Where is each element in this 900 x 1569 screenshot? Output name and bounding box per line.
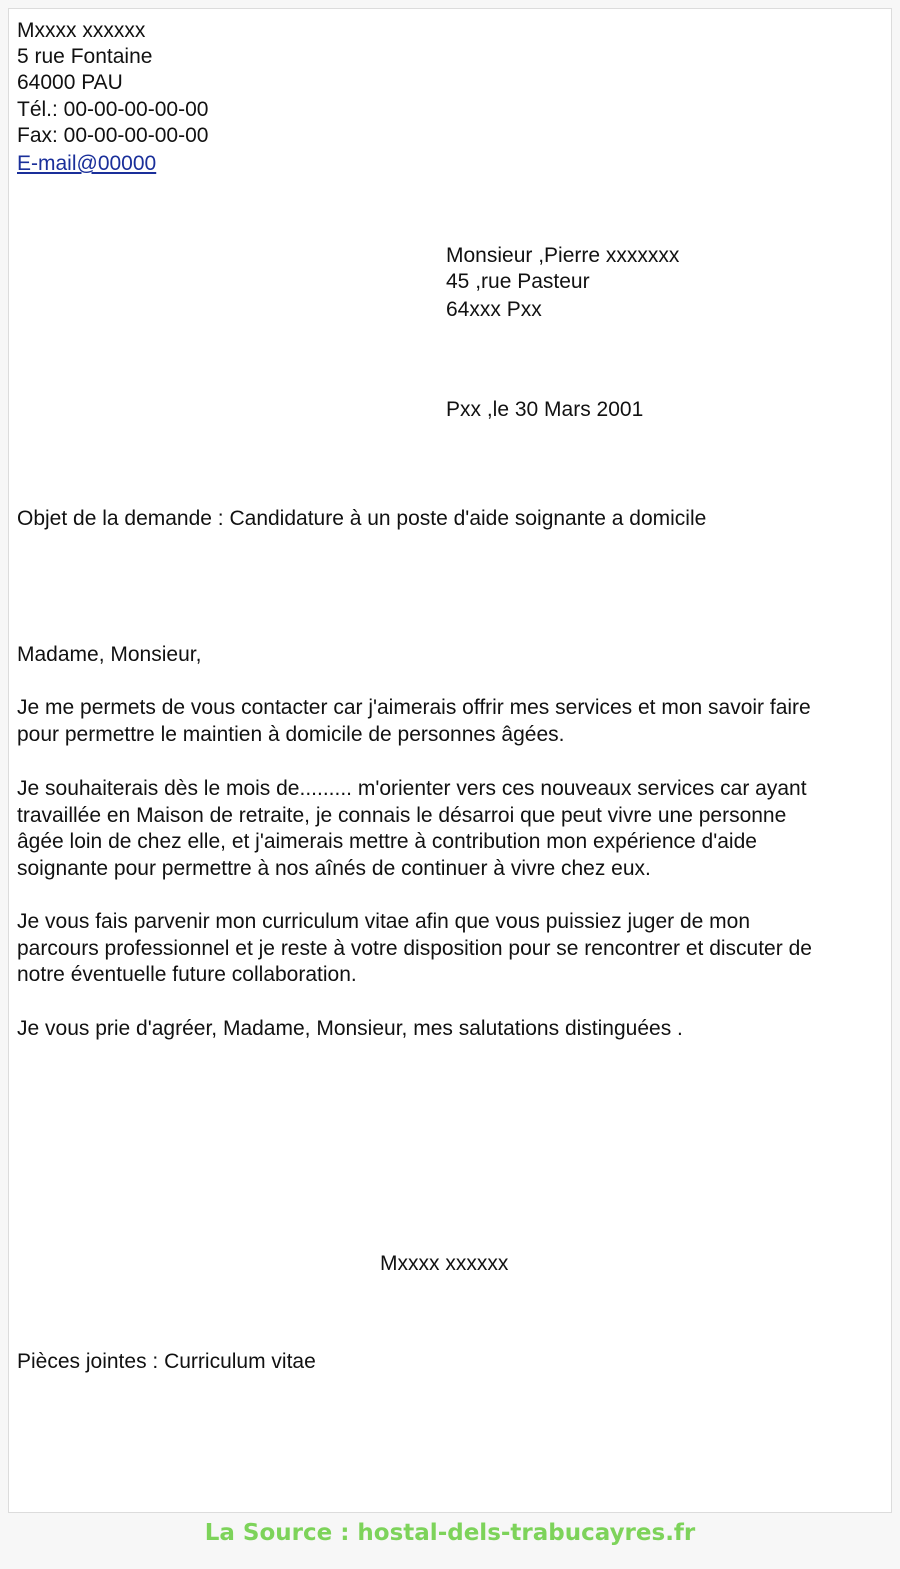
paragraph-line: travaillée en Maison de retraite, je connais le désarroi que peut vivre une personne (17, 803, 787, 827)
recipient-name: Monsieur ,Pierre xxxxxxx (446, 244, 680, 267)
body-paragraph-2 (17, 776, 897, 882)
subject-line: Objet de la demande : Candidature à un poste d'aide soignante a domicile (17, 507, 707, 530)
sender-name: Mxxxx xxxxxx (17, 19, 146, 42)
body-paragraph-1 (17, 695, 897, 748)
paragraph-line: Je vous fais parvenir mon curriculum vitae afin que vous puissiez juger de mon (17, 910, 751, 933)
date-line: Pxx ,le 30 Mars 2001 (446, 398, 644, 421)
recipient-street: 45 ,rue Pasteur (446, 270, 590, 293)
source-caption: La Source : hostal-dels-trabucayres.fr (204, 1520, 696, 1546)
closing-formula: Je vous prie d'agréer, Madame, Monsieur, mes salutations distinguées . (17, 1017, 683, 1040)
letter-page (8, 8, 892, 1513)
paragraph-line: soignante pour permettre à nos aînés de continuer à vivre chez eux. (17, 856, 651, 880)
attachments-line: Pièces jointes : Curriculum vitae (17, 1350, 316, 1373)
body-paragraph-3 (17, 909, 897, 989)
sender-street: 5 rue Fontaine (17, 45, 153, 68)
salutation: Madame, Monsieur, (17, 643, 202, 666)
paragraph-line: pour permettre le maintien à domicile de personnes âgées. (17, 722, 565, 746)
signature: Mxxxx xxxxxx (380, 1252, 509, 1275)
sender-phone: Tél.: 00-00-00-00-00 (17, 98, 209, 121)
recipient-city: 64xxx Pxx (446, 298, 542, 321)
paragraph-line: notre éventuelle future collaboration. (17, 963, 357, 986)
sender-email-link[interactable]: E-mail@00000 (17, 152, 157, 175)
sender-city: 64000 PAU (17, 71, 123, 94)
paragraph-line: âgée loin de chez elle, et j'aimerais mettre à contribution mon expérience d'aide (17, 830, 757, 853)
paragraph-line: parcours professionnel et je reste à votre disposition pour se rencontrer et discuter de (17, 936, 812, 960)
paragraph-line: Je me permets de vous contacter car j'aimerais offrir mes services et mon savoir faire (17, 696, 811, 719)
paragraph-line: Je souhaiterais dès le mois de......... m'orienter vers ces nouveaux services car ayant (17, 777, 807, 800)
sender-fax: Fax: 00-00-00-00-00 (17, 124, 209, 147)
